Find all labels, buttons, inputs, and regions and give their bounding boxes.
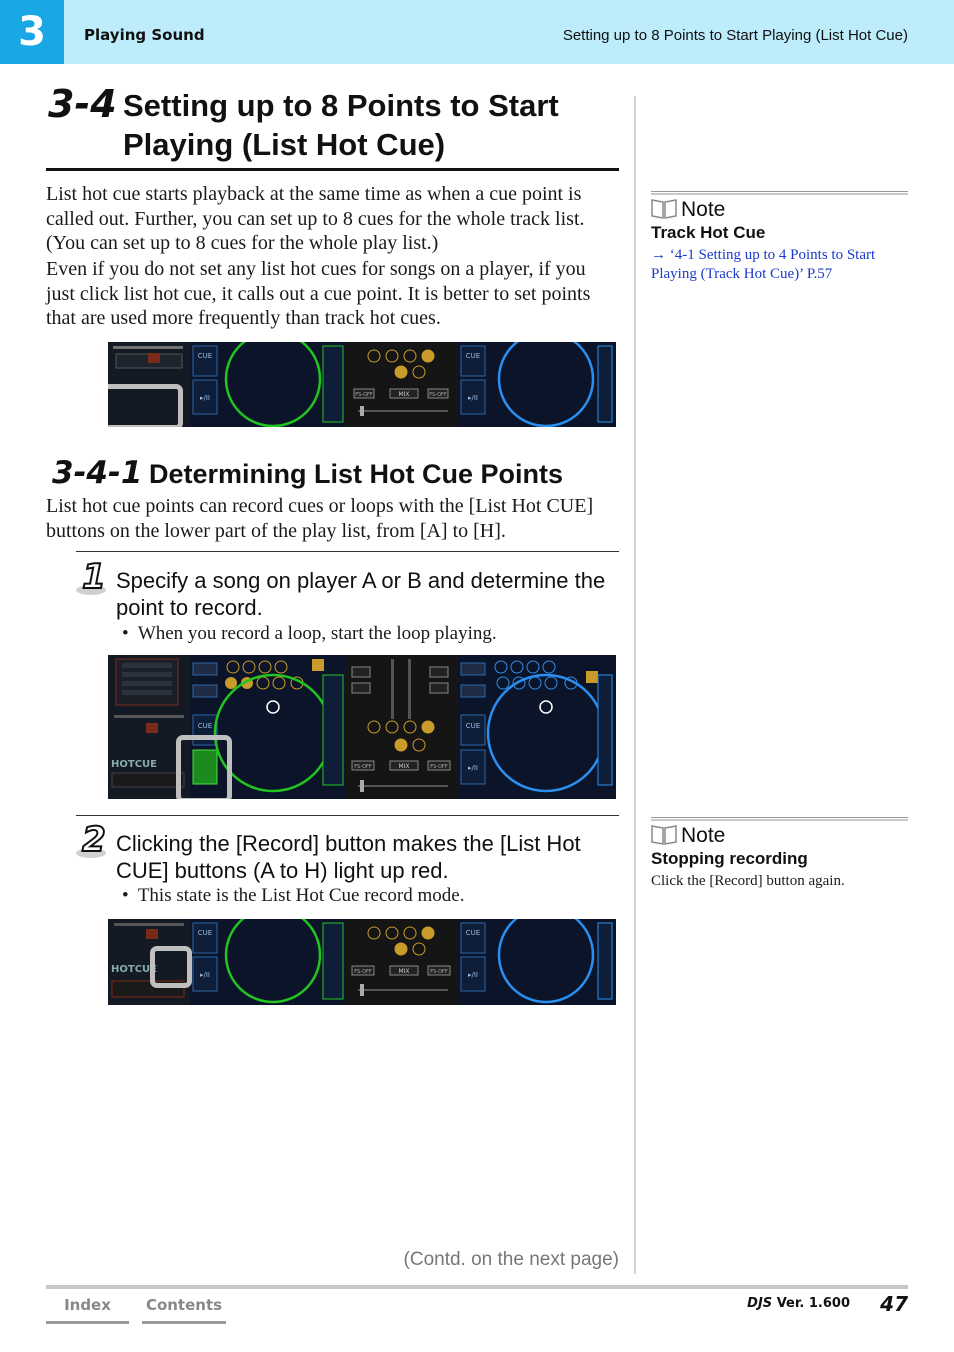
highlight-play-button: [176, 735, 232, 799]
section-rule: [46, 168, 619, 171]
fs-off-label-a-screen2: FS-OFF: [354, 764, 372, 770]
highlight-list-hotcue-buttons: [108, 384, 183, 427]
svg-text:1: 1: [82, 557, 106, 597]
step-2-text: Clicking the [Record] button makes the [List Hot CUE] buttons (A to H) light up red.: [116, 831, 581, 883]
note-1-link[interactable]: → ‘4-1 Setting up to 4 Points to Start Playing (Track Hot Cue)’ P.57: [651, 247, 876, 282]
fs-off-label-b: FS-OFF: [429, 392, 447, 398]
running-title: Setting up to 8 Points to Start Playing (List Hot Cue): [562, 27, 908, 44]
page-header: [0, 0, 954, 64]
chapter-number-badge: 3: [0, 0, 64, 64]
fs-off-label-a-screen3: FS-OFF: [354, 969, 372, 975]
mix-label-screen2: MIX: [398, 763, 410, 770]
screenshot-player-full: [108, 655, 616, 799]
fs-off-label-b-screen3: FS-OFF: [430, 969, 448, 975]
fs-off-label-b-screen2: FS-OFF: [430, 764, 448, 770]
note-2-label: Note: [681, 824, 726, 847]
subsection-title: Determining List Hot Cue Points: [149, 459, 564, 489]
subsection-intro: List hot cue points can record cues or loops with the [List Hot CUE] buttons on the lower part of the play list, from [A] to [H].: [46, 495, 594, 542]
note-2-heading: Stopping recording: [651, 849, 808, 868]
page-number: 47: [880, 1292, 908, 1316]
note-2-rule: [651, 817, 908, 821]
section-intro-paragraph-1: List hot cue starts playback at the same time as when a cue point is called out. Further, you can set up to 8 cues for the whole track list. (You can set up to 8 cues for the whole play list.): [46, 183, 585, 254]
cue-button-b-screen2: CUE: [465, 722, 481, 730]
step-1-rule: [76, 551, 619, 552]
mix-label: MIX: [398, 391, 410, 398]
screenshot-record-mode: [108, 919, 616, 1005]
mix-label-screen3: MIX: [398, 968, 410, 975]
version-label: [747, 1296, 850, 1311]
note-1-heading: Track Hot Cue: [651, 223, 766, 242]
product-name: DJS: [747, 1296, 773, 1311]
step-1-bullet: • When you record a loop, start the loop playing.: [122, 623, 497, 644]
index-link[interactable]: Index: [46, 1294, 129, 1324]
play-button-a-screen3: ▸/II: [199, 971, 211, 979]
section-intro-paragraph-2: Even if you do not set any list hot cues for songs on a player, if you just click list hot cue, it calls out a cue point. It is better to set points that are used more frequently than track hot cues.: [46, 258, 591, 329]
play-button-b: ▸/II: [467, 394, 479, 402]
step-2-rule: [76, 815, 619, 816]
highlight-record-button: [150, 946, 192, 988]
section-title: Setting up to 8 Points to Start Playing (List Hot Cue): [123, 88, 559, 162]
subsection-number: 3-4-1: [52, 455, 143, 491]
play-button-b-screen2: ▸/II: [467, 764, 479, 772]
cue-button-b-screen3: CUE: [465, 929, 481, 937]
continued-notice: (Contd. on the next page): [403, 1249, 619, 1270]
svg-text:2: 2: [82, 820, 106, 860]
note-2-body: Click the [Record] button again.: [651, 873, 845, 889]
step-1-bullet-text: When you record a loop, start the loop playing.: [137, 623, 497, 644]
step-2-bullet-text: This state is the List Hot Cue record mode.: [137, 885, 465, 906]
contents-link[interactable]: Contents: [142, 1294, 226, 1324]
fs-off-label-a: FS-OFF: [355, 392, 373, 398]
step-1-text: Specify a song on player A or B and determine the point to record.: [116, 568, 606, 620]
hotcue-label-screen3: HOTCUE: [111, 964, 157, 975]
screenshot-list-hotcue-overview: [108, 342, 616, 427]
step-2-number-icon: [74, 820, 114, 860]
play-button-b-screen3: ▸/II: [467, 971, 479, 979]
play-button-a: ▸/II: [199, 394, 211, 402]
section-number: 3-4: [48, 82, 117, 126]
column-divider: [634, 96, 636, 1274]
footer-rule: [46, 1285, 908, 1289]
book-icon: [651, 197, 677, 219]
book-icon: [651, 823, 677, 845]
chapter-title: Playing Sound: [84, 26, 205, 44]
hotcue-label-screen2: HOTCUE: [111, 759, 157, 770]
note-1-rule: [651, 191, 908, 195]
cue-button-a-screen2: CUE: [197, 722, 213, 730]
note-1-label: Note: [681, 198, 726, 221]
step-2-bullet: • This state is the List Hot Cue record mode.: [122, 885, 465, 906]
cue-button-a-screen3: CUE: [197, 929, 213, 937]
step-1-number-icon: [74, 557, 114, 597]
cue-button-b: CUE: [465, 352, 481, 360]
cue-button-a: CUE: [197, 352, 213, 360]
version-number: Ver. 1.600: [776, 1296, 850, 1311]
